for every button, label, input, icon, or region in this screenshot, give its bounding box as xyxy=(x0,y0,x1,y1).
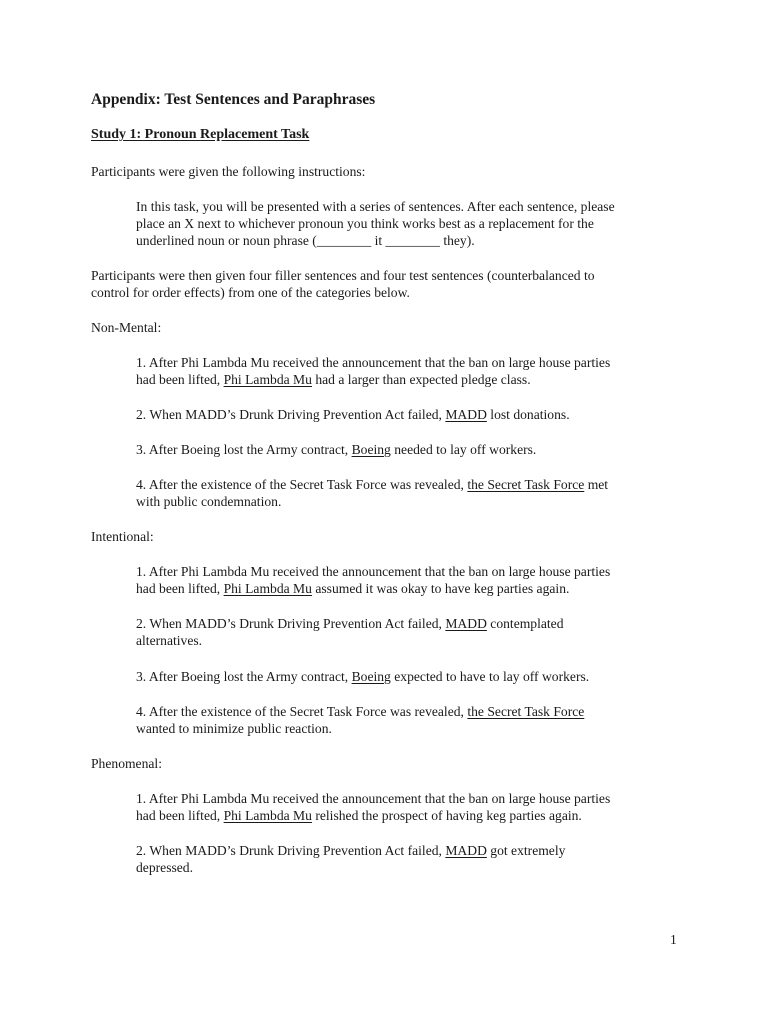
underlined-noun: Phi Lambda Mu xyxy=(223,808,312,823)
page-number: 1 xyxy=(670,932,677,947)
intentional-s4-line-2: wanted to minimize public reaction. xyxy=(136,721,332,736)
text-run: 4. After the existence of the Secret Task Force was revealed, xyxy=(136,477,468,492)
text-run: had a larger than expected pledge class. xyxy=(311,372,531,387)
nonmental-s4-line-2: with public condemnation. xyxy=(136,494,282,509)
text-run: relished the prospect of having keg parties again. xyxy=(311,808,582,823)
underlined-noun: Boeing xyxy=(351,442,391,457)
underlined-noun: MADD xyxy=(445,843,487,858)
text-run: 4. After the existence of the Secret Task Force was revealed, xyxy=(136,704,468,719)
intro-paragraph: Participants were given the following instructions: xyxy=(91,164,366,179)
text-run: 3. After Boeing lost the Army contract, xyxy=(136,669,352,684)
underlined-noun: Phi Lambda Mu xyxy=(223,372,312,387)
text-run: had been lifted, xyxy=(136,808,224,823)
intentional-s3 xyxy=(136,668,589,686)
nonmental-heading: Non-Mental: xyxy=(91,320,162,335)
text-run: assumed it was okay to have keg parties again. xyxy=(311,581,570,596)
intentional-s4-line-1 xyxy=(136,703,584,721)
underlined-noun: the Secret Task Force xyxy=(467,477,585,492)
text-run: needed to lay off workers. xyxy=(390,442,537,457)
text-run: got extremely xyxy=(486,843,566,858)
phenomenal-heading: Phenomenal: xyxy=(91,756,162,771)
intentional-s1-line-2 xyxy=(136,580,569,598)
phenomenal-s1-line-1: 1. After Phi Lambda Mu received the announcement that the ban on large house parties xyxy=(136,791,611,806)
text-run: had been lifted, xyxy=(136,581,224,596)
text-run: had been lifted, xyxy=(136,372,224,387)
intentional-s2-line-1 xyxy=(136,615,564,633)
intentional-heading: Intentional: xyxy=(91,529,154,544)
underlined-noun: the Secret Task Force xyxy=(467,704,585,719)
text-run: 2. When MADD’s Drunk Driving Prevention Act failed, xyxy=(136,407,446,422)
instructions-line-3: underlined noun or noun phrase (________ it ________ they). xyxy=(136,233,475,248)
nonmental-s1-line-1: 1. After Phi Lambda Mu received the announcement that the ban on large house parties xyxy=(136,355,611,370)
phenomenal-s2-line-1 xyxy=(136,842,565,860)
intentional-s1-line-1: 1. After Phi Lambda Mu received the announcement that the ban on large house parties xyxy=(136,564,611,579)
nonmental-s3 xyxy=(136,441,536,459)
underlined-noun: Phi Lambda Mu xyxy=(223,581,312,596)
underlined-noun: MADD xyxy=(445,407,487,422)
text-run: contemplated xyxy=(486,616,564,631)
then-given-line-1: Participants were then given four filler sentences and four test sentences (counterbalanced to xyxy=(91,268,595,283)
text-run: expected to have to lay off workers. xyxy=(390,669,590,684)
phenomenal-s2-line-2: depressed. xyxy=(136,860,193,875)
instructions-line-1: In this task, you will be presented with a series of sentences. After each sentence, please xyxy=(136,199,615,214)
then-given-line-2: control for order effects) from one of the categories below. xyxy=(91,285,410,300)
nonmental-s1-line-2 xyxy=(136,371,531,389)
phenomenal-s1-line-2 xyxy=(136,807,582,825)
text-run: 2. When MADD’s Drunk Driving Prevention Act failed, xyxy=(136,843,446,858)
appendix-title: Appendix: Test Sentences and Paraphrases xyxy=(91,91,376,108)
text-run: 3. After Boeing lost the Army contract, xyxy=(136,442,352,457)
instructions-line-2: place an X next to whichever pronoun you think works best as a replacement for the xyxy=(136,216,594,231)
intentional-s2-line-2: alternatives. xyxy=(136,633,203,648)
underlined-noun: Boeing xyxy=(351,669,391,684)
text-run: met xyxy=(584,477,609,492)
text-run: lost donations. xyxy=(486,407,570,422)
study-heading: Study 1: Pronoun Replacement Task xyxy=(91,127,310,142)
text-run: 2. When MADD’s Drunk Driving Prevention Act failed, xyxy=(136,616,446,631)
nonmental-s2 xyxy=(136,406,570,424)
nonmental-s4-line-1 xyxy=(136,476,608,494)
underlined-noun: MADD xyxy=(445,616,487,631)
